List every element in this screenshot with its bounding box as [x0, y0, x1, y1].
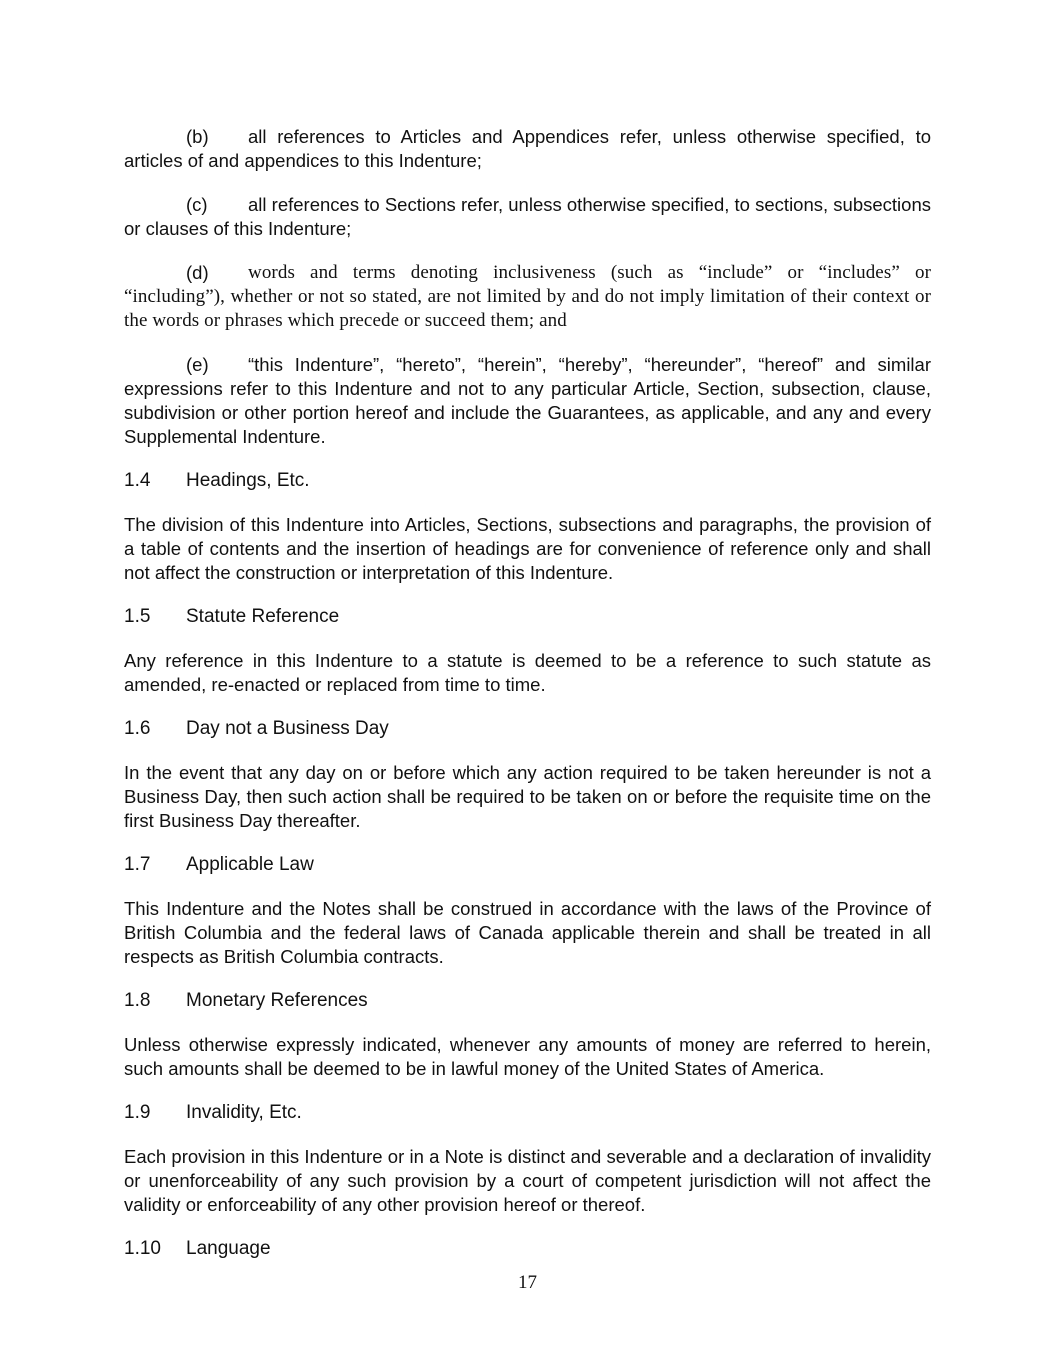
clause-text: all references to Sections refer, unless otherwise specified, to sections, subsections or clauses of this Indenture; [124, 194, 931, 239]
section-number: 1.8 [124, 990, 151, 1011]
clause-d [124, 261, 931, 333]
clause-label: (b) [186, 126, 209, 147]
section-heading [124, 469, 931, 493]
section-heading [124, 605, 931, 629]
section-number: 1.9 [124, 1102, 151, 1123]
section-number: 1.7 [124, 854, 151, 875]
section-paragraph: The division of this Indenture into Articles, Sections, subsections and paragraphs, the provision of a table of contents and the insertion of headings are for convenience of reference only and shall not affect the construction or interpretation of this Indenture. [124, 514, 931, 583]
section-heading [124, 1237, 931, 1261]
clause-text: all references to Articles and Appendices refer, unless otherwise specified, to articles of and appendices to this Indenture; [124, 126, 931, 171]
section-title: Monetary References [186, 990, 368, 1011]
clause-label: (e) [186, 354, 209, 375]
section-number: 1.6 [124, 718, 151, 739]
section-paragraph: In the event that any day on or before which any action required to be taken hereunder is not a Business Day, then such action shall be required to be taken on or before the requisite time on the first Business Day thereafter. [124, 762, 931, 831]
page-number: 17 [518, 1272, 537, 1293]
clause-label: (d) [186, 262, 209, 283]
section-heading [124, 1101, 931, 1125]
section-title: Language [186, 1238, 271, 1259]
clause-e [124, 353, 931, 449]
section-number: 1.5 [124, 606, 151, 627]
document-page [124, 125, 931, 1281]
section-paragraph: This Indenture and the Notes shall be construed in accordance with the laws of the Province of British Columbia and the federal laws of Canada applicable therein and shall be treated in all respects as British Columbia contracts. [124, 898, 931, 967]
clause-text: “this Indenture”, “hereto”, “herein”, “hereby”, “hereunder”, “hereof” and similar expressions refer to this Indenture and not to any particular Article, Section, subsection, clause, subdivision or other portion hereof and include the Guarantees, as applicable, and any and every Supplemental Indenture. [124, 354, 931, 447]
section-heading [124, 853, 931, 877]
clause-c [124, 193, 931, 241]
clause-label: (c) [186, 194, 208, 215]
section-title: Headings, Etc. [186, 470, 310, 491]
clause-b [124, 125, 931, 173]
section-title: Statute Reference [186, 606, 340, 627]
section-title: Invalidity, Etc. [186, 1102, 302, 1123]
section-paragraph: Unless otherwise expressly indicated, whenever any amounts of money are referred to herein, such amounts shall be deemed to be in lawful money of the United States of America. [124, 1034, 931, 1079]
section-number: 1.10 [124, 1238, 161, 1259]
section-paragraph: Each provision in this Indenture or in a Note is distinct and severable and a declaration of invalidity or unenforceability of any such provision by a court of competent jurisdiction will not affect the validity or enforceability of any other provision hereof or thereof. [124, 1146, 931, 1215]
section-number: 1.4 [124, 470, 151, 491]
section-title: Applicable Law [186, 854, 314, 875]
section-heading [124, 989, 931, 1013]
section-title: Day not a Business Day [186, 718, 389, 739]
section-heading [124, 717, 931, 741]
section-paragraph: Any reference in this Indenture to a statute is deemed to be a reference to such statute as amended, re-enacted or replaced from time to time. [124, 650, 931, 695]
clause-text: words and terms denoting inclusiveness (such as “include” or “includes” or “including”), whether or not so stated, are not limited by and do not imply limitation of their context or the words or phrases which precede or succeed them; and [124, 262, 931, 331]
